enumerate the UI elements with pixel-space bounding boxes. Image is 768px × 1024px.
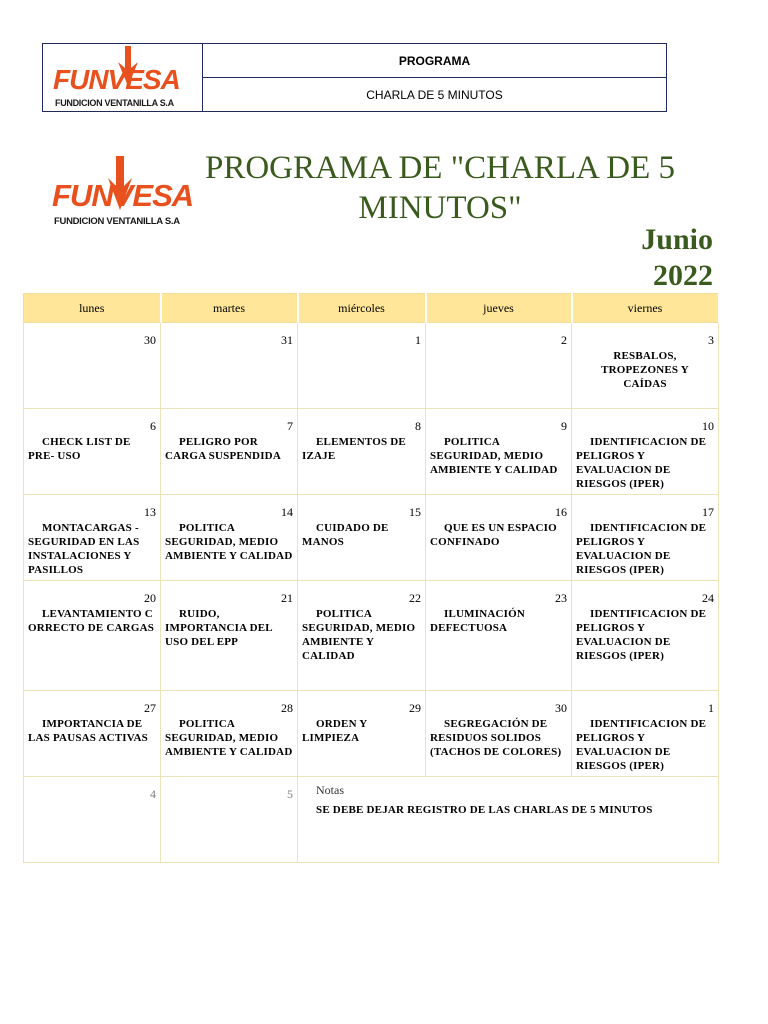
day-number: 4 <box>150 787 156 801</box>
day-number: 1 <box>415 333 421 347</box>
day-cell <box>426 495 572 581</box>
day-number: 22 <box>409 591 421 605</box>
day-event: CHECK LIST DE PRE- USO <box>28 436 131 462</box>
day-event: POLITICA SEGURIDAD, MEDIO AMBIENTE Y CALIDAD <box>165 718 293 758</box>
weekday-header: miércoles <box>298 294 426 323</box>
day-cell <box>24 581 161 691</box>
logo-company-name: FUNDICION VENTANILLA S.A <box>54 216 180 227</box>
notes-row <box>24 777 719 863</box>
day-number: 3 <box>708 333 714 347</box>
day-cell <box>298 409 426 495</box>
day-number: 7 <box>287 419 293 433</box>
day-number: 16 <box>555 505 567 519</box>
day-number: 6 <box>150 419 156 433</box>
month-label: Junio <box>641 223 713 256</box>
day-event: QUE ES UN ESPACIO CONFINADO <box>430 522 557 548</box>
day-number: 21 <box>281 591 293 605</box>
day-event: RESBALOS, TROPEZONES Y CAÍDAS <box>601 350 689 390</box>
day-event <box>161 347 297 349</box>
company-logo <box>53 46 198 110</box>
company-logo-large <box>52 152 197 232</box>
week-row <box>24 409 719 495</box>
day-cell <box>24 409 161 495</box>
day-cell <box>298 323 426 409</box>
day-number: 29 <box>409 701 421 715</box>
header-program-label: PROGRAMA <box>203 44 666 78</box>
day-number: 13 <box>144 505 156 519</box>
weekday-header: lunes <box>24 294 161 323</box>
day-number: 30 <box>144 333 156 347</box>
notes-title: Notas <box>316 783 344 797</box>
day-number: 24 <box>702 591 714 605</box>
day-number: 27 <box>144 701 156 715</box>
day-cell <box>426 323 572 409</box>
day-event: IMPORTANCIA DE LAS PAUSAS ACTIVAS <box>28 718 148 744</box>
day-event: RUIDO, IMPORTANCIA DEL USO DEL EPP <box>165 608 273 648</box>
day-event: IDENTIFICACION DE PELIGROS Y EVALUACION DE RIESGOS (IPER) <box>576 522 707 576</box>
day-cell <box>572 495 719 581</box>
day-number: 1 <box>708 701 714 715</box>
day-number: 30 <box>555 701 567 715</box>
day-number: 5 <box>287 787 293 801</box>
day-cell <box>161 581 298 691</box>
header-subtitle: CHARLA DE 5 MINUTOS <box>366 87 503 102</box>
day-number: 31 <box>281 333 293 347</box>
day-cell <box>24 323 161 409</box>
day-cell <box>298 691 426 777</box>
notes-cell <box>298 777 719 863</box>
day-cell <box>426 581 572 691</box>
day-cell <box>426 409 572 495</box>
day-cell <box>161 777 298 863</box>
day-cell <box>161 495 298 581</box>
week-row <box>24 581 719 691</box>
day-event: IDENTIFICACION DE PELIGROS Y EVALUACION DE RIESGOS (IPER) <box>576 608 707 662</box>
day-event: CUIDADO DE MANOS <box>302 522 389 548</box>
day-cell <box>161 323 298 409</box>
year-label: 2022 <box>653 259 713 292</box>
day-event: MONTACARGAS - SEGURIDAD EN LAS INSTALACIONES Y PASILLOS <box>28 522 140 576</box>
day-number: 8 <box>415 419 421 433</box>
day-event <box>426 347 571 349</box>
day-event: SEGREGACIÓN DE RESIDUOS SOLIDOS (TACHOS DE COLORES) <box>430 718 562 758</box>
day-event: IDENTIFICACION DE PELIGROS Y EVALUACION DE RIESGOS (IPER) <box>576 718 707 772</box>
calendar-table <box>23 293 720 863</box>
day-cell <box>572 581 719 691</box>
logo-word: FUNVESA <box>53 64 180 95</box>
day-number: 2 <box>561 333 567 347</box>
weekday-header: jueves <box>426 294 572 323</box>
day-event: PELIGRO POR CARGA SUSPENDIDA <box>165 436 281 462</box>
day-cell <box>24 777 161 863</box>
weekday-header-row <box>24 294 719 323</box>
day-event <box>298 347 425 349</box>
day-event <box>24 347 160 349</box>
day-number: 15 <box>409 505 421 519</box>
header-logo-cell <box>43 44 203 111</box>
day-cell <box>572 691 719 777</box>
day-cell <box>24 495 161 581</box>
day-cell <box>572 409 719 495</box>
day-event: POLITICA SEGURIDAD, MEDIO AMBIENTE Y CALIDAD <box>165 522 293 562</box>
weekday-header: martes <box>161 294 298 323</box>
day-cell <box>426 691 572 777</box>
day-event: ILUMINACIÓN DEFECTUOSA <box>430 608 526 634</box>
day-number: 28 <box>281 701 293 715</box>
logo-word: FUNVESA <box>52 178 194 213</box>
day-number: 23 <box>555 591 567 605</box>
document-header <box>42 43 667 112</box>
week-row <box>24 691 719 777</box>
week-row <box>24 323 719 409</box>
day-cell <box>572 323 719 409</box>
day-number: 20 <box>144 591 156 605</box>
logo-company-name: FUNDICION VENTANILLA S.A <box>55 98 174 108</box>
day-event: POLITICA SEGURIDAD, MEDIO AMBIENTE Y CALIDAD <box>430 436 558 476</box>
day-number: 9 <box>561 419 567 433</box>
notes-text: SE DEBE DEJAR REGISTRO DE LAS CHARLAS DE 5 MINUTOS <box>316 804 653 816</box>
day-number: 14 <box>281 505 293 519</box>
day-event: IDENTIFICACION DE PELIGROS Y EVALUACION DE RIESGOS (IPER) <box>576 436 707 490</box>
day-number: 10 <box>702 419 714 433</box>
day-event: ELEMENTOS DE IZAJE <box>302 436 406 462</box>
page-title: PROGRAMA DE "CHARLA DE 5 MINUTOS" <box>204 150 676 226</box>
day-event: POLITICA SEGURIDAD, MEDIO AMBIENTE Y CALIDAD <box>302 608 416 662</box>
month-year <box>641 222 713 294</box>
weekday-header: viernes <box>572 294 719 323</box>
day-cell <box>24 691 161 777</box>
day-cell <box>161 409 298 495</box>
day-event: ORDEN Y LIMPIEZA <box>302 718 368 744</box>
day-number: 17 <box>702 505 714 519</box>
day-cell <box>298 581 426 691</box>
day-cell <box>161 691 298 777</box>
week-row <box>24 495 719 581</box>
day-cell <box>298 495 426 581</box>
day-event: LEVANTAMIENTO CORRECTO DE CARGAS <box>28 608 155 634</box>
